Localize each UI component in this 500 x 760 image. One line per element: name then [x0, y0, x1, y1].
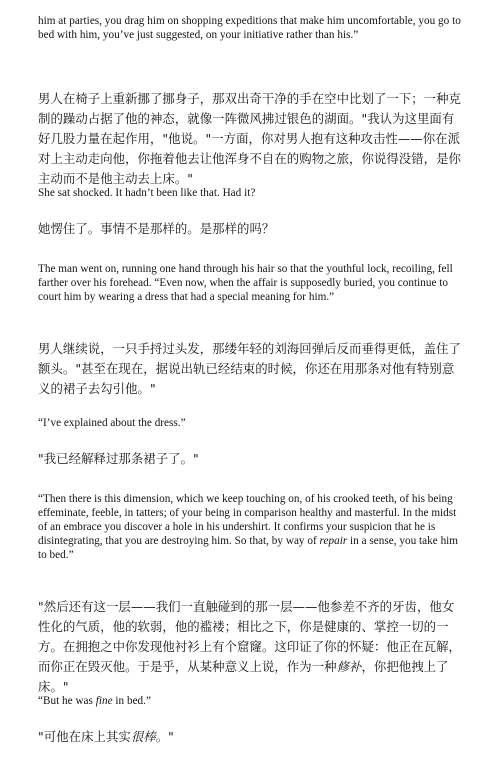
paragraph-text: ，你把他拽上了床。"	[38, 659, 449, 694]
italic-word: fine	[95, 695, 113, 707]
chinese-paragraph: 她愣住了。事情不是那样的。是那样的吗？	[38, 221, 275, 236]
english-paragraph: She sat shocked. It hadn’t been like that. Had it?	[38, 187, 256, 199]
paragraph-text: in a sense, you take him to bed.”	[38, 535, 459, 561]
paragraph-text: "然后还有这一层——我们一直触碰到的那一层——他参差不齐的牙齿，他女性化的气质，他的软弱，他的褴褛；相比之下，你是健康的、掌控一切的一方。在拥抱之中你发现他衬衫上有个窟窿。这印证了你的怀疑：他正在瓦解，而你正在毁灭他。于是乎，从某种意义上说，作为一种	[38, 599, 461, 674]
italic-word: 很棒	[130, 729, 156, 744]
italic-word: 修补	[336, 659, 362, 674]
chinese-paragraph: 男人继续说，一只手捋过头发，那缕年轻的刘海回弹后反而垂得更低，盖住了额头。"甚至在现在，据说出轨已经结束的时候，你还在用那条对他有特别意义的裙子去勾引他。"	[38, 341, 461, 396]
paragraph-text: "可他在床上其实	[38, 729, 131, 744]
english-paragraph	[38, 492, 466, 586]
english-paragraph: The man went on, running one hand through his hair so that the youthful lock, recoiling, fell farther over his forehead. “Even now, when the affair is supposedly buried, you continue to court him by wearing a dress that had a special meaning for him.”	[38, 263, 453, 303]
chinese-paragraph	[38, 597, 466, 694]
paragraph-text: 。"	[155, 729, 174, 744]
english-paragraph	[38, 694, 466, 716]
chinese-paragraph	[38, 727, 466, 749]
chinese-paragraph: "我已经解释过那条裙子了。"	[38, 451, 199, 466]
chinese-paragraph: 男人在椅子上重新挪了挪身子，那双出奇干净的手在空中比划了一下；一种克制的躁动占据了他的神态，就像一阵微风拂过银色的湖面。"我认为这里面有好几股力量在起作用，"他说。"一方面，你对男人抱有这种攻击性——你在派对上主动走向他，你拖着他去让他浑身不自在的购物之旅，你说得没错，是你主动而不是他主动去上床。"	[38, 91, 461, 186]
paragraph-text: in bed.”	[112, 695, 151, 707]
english-paragraph: him at parties, you drag him on shopping expeditions that make him uncomfortable, you go to bed with him, you’ve just suggested, on your initiative rather than his.”	[38, 15, 461, 41]
italic-word: repair	[319, 535, 348, 547]
paragraph-text: “But he was	[38, 695, 96, 707]
paragraph-text: “Then there is this dimension, which we keep touching on, of his crooked teeth, of his being effeminate, feeble, in tatters; of your being in comparison healthy and masterful. In the midst of an embrace you discover a hole in his undershirt. It confirms your suspicion that he is disintegrating, that you are destroying him. So that, by way of	[38, 493, 457, 547]
document-page	[38, 14, 466, 760]
english-paragraph: “I’ve explained about the dress.”	[38, 417, 186, 429]
